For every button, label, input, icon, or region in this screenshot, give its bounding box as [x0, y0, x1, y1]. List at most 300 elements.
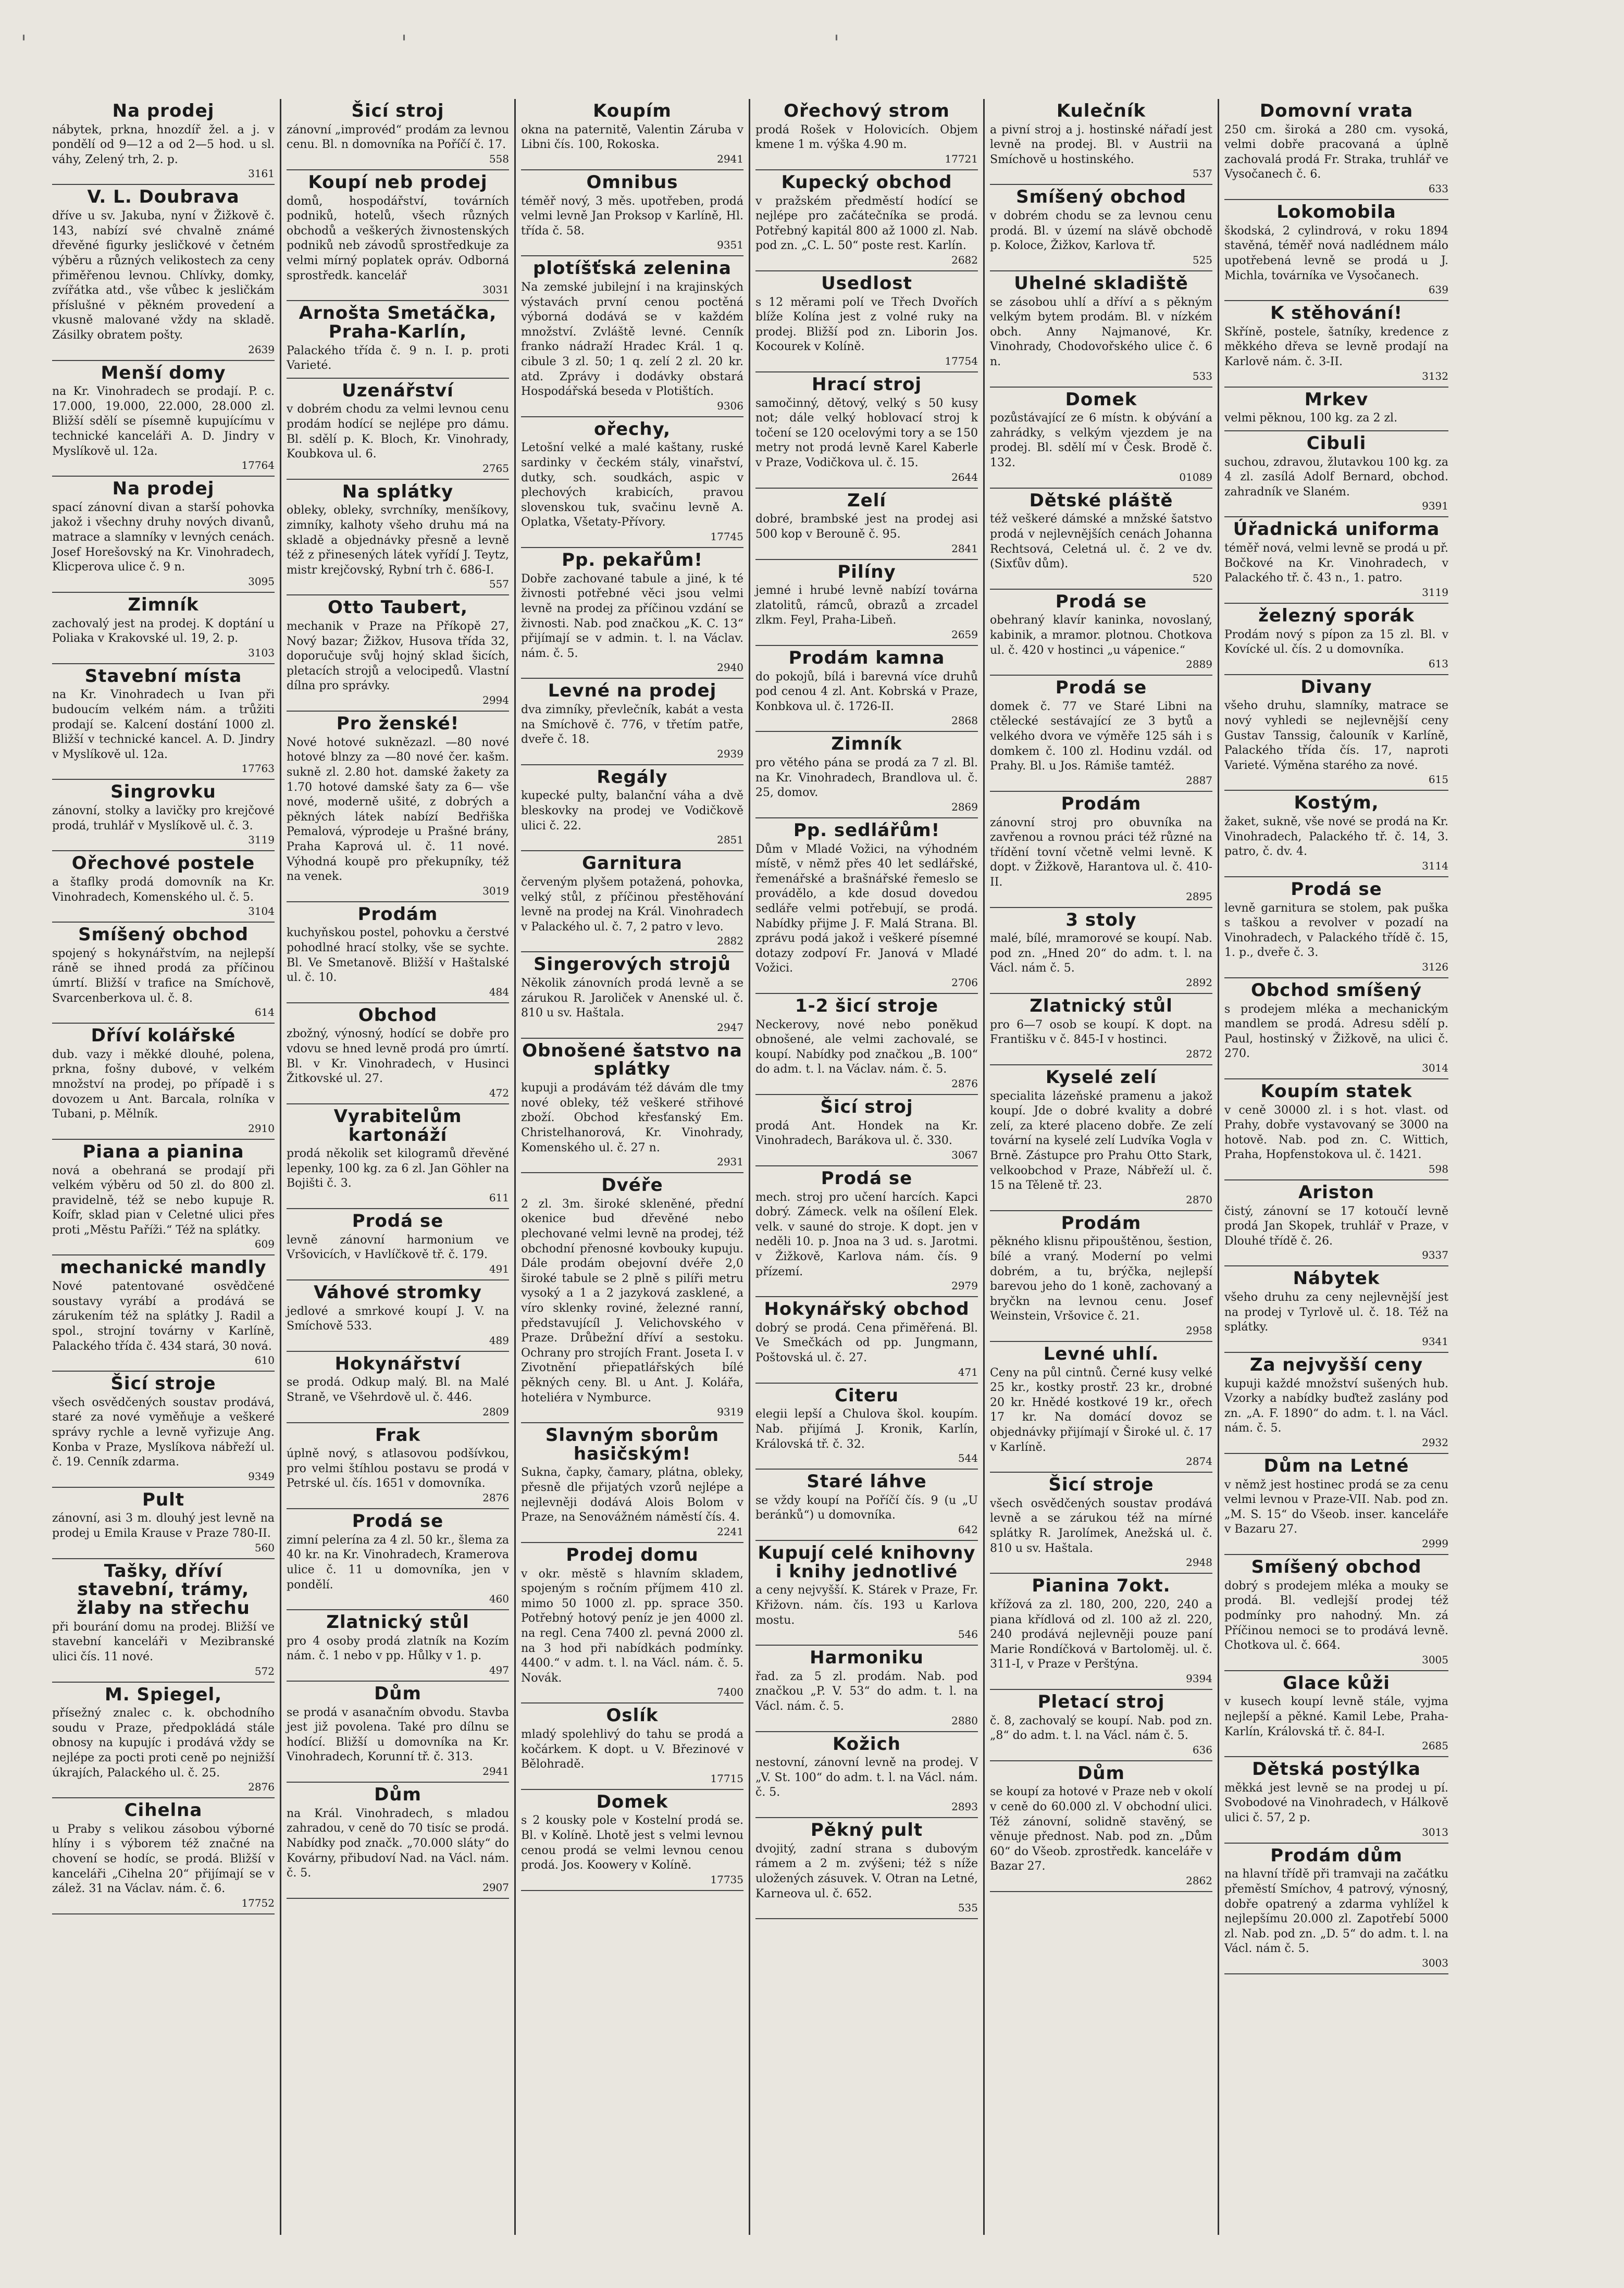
classified-ad [755, 1384, 978, 1470]
ad-number: 3126 [1422, 960, 1448, 973]
ad-number: 2999 [1422, 1537, 1448, 1550]
ad-title: plotíšťská zelenina [533, 258, 732, 279]
classified-ad [755, 1297, 978, 1383]
classified-ad [287, 712, 509, 902]
ad-title: Omnibus [586, 171, 678, 193]
ad-title: Frak [375, 1424, 421, 1446]
ad-title: Singrovku [110, 781, 216, 803]
ad-title: Singerových strojů [534, 954, 731, 975]
ad-text: všeho druhu za ceny nejlevnější jest na prodej v Tyrlově ul. č. 18. Též na splátky. [1224, 1291, 1448, 1334]
ad-number: 497 [489, 1664, 509, 1676]
ad-title: Šicí stroje [1048, 1474, 1154, 1496]
ad-number: 560 [254, 1541, 275, 1554]
ad-title: Dům na Letné [1263, 1456, 1409, 1476]
ad-number: 2941 [717, 152, 743, 165]
ad-number: 489 [489, 1334, 509, 1347]
ad-title: Dětské pláště [1029, 490, 1173, 511]
ad-title: Regály [597, 766, 668, 788]
classified-ad [755, 271, 978, 372]
ad-title: Za nejvyšší ceny [1249, 1354, 1423, 1375]
classified-ad [521, 1703, 743, 1789]
ad-number: 2939 [717, 747, 743, 760]
column-1 [47, 99, 281, 2235]
ad-number: 2659 [951, 628, 978, 641]
ad-text: též veškeré dámské a mnžské šatstvo prodá v nejlevnějších cenách Johanna Rechtsová, Celetná ul. č. 2 ve dv. (Sixťův dům). [990, 513, 1212, 571]
ad-text: s 2 kousky pole v Kostelní prodá se. Bl. v Kolíně. Lhotě jest s velmi levnou cenou prodá se velmi levnou cenou prodá. Jos. Koowery v Kolíně. [521, 1814, 743, 1872]
ad-text: prodá Rošek v Holovicích. Objem kmene 1 m. výška 4.90 m. [755, 123, 978, 152]
ad-number: 2940 [717, 661, 743, 674]
ad-title: Arnošta Smetáčka, Praha-Karlín, [299, 303, 497, 342]
ad-title: Koupím [593, 101, 672, 121]
ad-number: 3119 [1422, 586, 1448, 599]
classified-ad [287, 1682, 509, 1783]
ad-text: Nové hotové suknězazl. —80 nové hotové blnzy za —80 nové čer. kašm. sukně zl. 2.80 hot. damské žakety za 1.70 hotové damské šaty za 6— vše nové, moderně ušité, z dobrých a pěkných látek nabízí Bedřiška Pemalová, výprodeje u Prašné brány, Praha Kaprová ul. č. 11 nové. Výhodná koupě pro překupníky, též na venek. [287, 736, 509, 884]
ad-text: dobrý se prodá. Cena přiměřená. Bl. Ve Smečkách od pp. Jungmann, Poštovská ul. č. 27. [755, 1321, 978, 1365]
ad-number: 535 [958, 1901, 978, 1914]
classified-ad [755, 818, 978, 994]
classified-ad [990, 1342, 1212, 1473]
ad-number: 611 [489, 1191, 509, 1204]
ad-text: s 12 měrami polí ve Třech Dvořích blíže Kolína jest z volné ruky na prodej. Bližší pod zn. Liborin Jos. Kocourek v Kolíně. [755, 295, 978, 354]
classified-ad [990, 1065, 1212, 1211]
column-6 [1219, 99, 1454, 2235]
ad-number: 3095 [248, 575, 275, 588]
classified-ad [755, 99, 978, 170]
ad-number: 9349 [248, 1470, 275, 1483]
ad-title: Pianina 7okt. [1032, 1575, 1171, 1597]
ad-text: všech osvědčených soustav prodává, staré za nové vyměňuje a veškeré správy rychle a levně vyřizuje Ang. Konba v Praze, Myslíkova nábřeží ul. č. 19. Cenník zdarma. [52, 1396, 275, 1469]
classified-ad [52, 185, 275, 360]
classified-ad [990, 1761, 1212, 1892]
ad-text: dříve u sv. Jakuba, nyní v Žižkově č. 143, nabízí své chvalně známé dřevěné figurky jesličkové v četném výběru a různých velikostech za ceny přiměřenou levnou. Chlívky, domky, zvířátka atd., vše vůbec k jesličkám příslušné v pěkném provedení a vkusně malované vždy na skladě. Zásilky obratem pošty. [52, 209, 275, 342]
classified-ad [1224, 604, 1448, 675]
ad-number: 2876 [482, 1491, 509, 1504]
classified-ad [755, 1470, 978, 1541]
ad-number: 520 [1192, 571, 1212, 585]
ad-text: červeným plyšem potažená, pohovka, velký stůl, z příčinou přestěhování levně na prodej na Král. Vinohradech v Palackého ul. č. 7, 2 patro v levo. [521, 875, 743, 934]
ad-number: 2932 [1422, 1436, 1448, 1449]
classified-ad [521, 1790, 743, 1891]
ad-text: Dům v Mladé Vožici, na výhodném místě, v němž přes 40 let sedlářské, řemenářské a brašnářské řemeslo se provádělo, a kde dosud dovedou sedláře velmi potřebují, se prodá. Nabídky přijme J. F. Malá Strana. Bl. zprávu podá jakož i veškeré písemné dotazy zodpoví Fr. Janová v Mladé Vožici. [755, 842, 978, 975]
ad-number: 615 [1428, 773, 1448, 786]
classified-ad [287, 595, 509, 712]
ad-text: kupuji a prodávám též dávám dle tmy nové obleky, též veškeré střihové zboží. Obchod křesťanský Em. Christelhanorová, Kr. Vinohrady, Komenského ul. č. 27 n. [521, 1081, 743, 1154]
ad-title: Dvéře [601, 1175, 663, 1196]
classified-ad [287, 301, 509, 379]
ad-number: 3104 [248, 905, 275, 918]
ad-number: 2809 [482, 1405, 509, 1418]
corner-mark-mid: ' [401, 31, 407, 55]
ad-title: Šicí stroj [351, 101, 444, 121]
ad-text: zánovní „improvéd“ prodám za levnou cenu. Bl. n domovníka na Poříčí č. 17. [287, 123, 509, 152]
ad-title: Dětská postýlka [1252, 1759, 1421, 1780]
classified-ad [52, 780, 275, 851]
ad-title: Citeru [835, 1385, 899, 1406]
ad-text: jemné i hrubé levně nabízí továrna zlatolitů, rámců, obrazů a zrcadel zlkm. Feyl, Praha-Libeň. [755, 584, 978, 627]
ad-title: Zelí [847, 490, 887, 511]
ad-text: velmi pěknou, 100 kg. za 2 zl. [1224, 412, 1398, 425]
ad-number: 3013 [1422, 1825, 1448, 1838]
ad-text: obleky, obleky, svrchníky, menšíkovy, zimníky, kalhoty všeho druhu má na skladě a objednávky přesně a levně též z přinesených látek vyřídí J. Teytz, mistr krejčovský, Rybní trh č. 686-I. [287, 504, 509, 577]
ad-text: s prodejem mléka a mechanickým mandlem se prodá. Adresu sdělí p. Paul, hostinský v Žižkově, na ulici č. 270. [1224, 1002, 1448, 1061]
classified-ad [1224, 99, 1448, 200]
classified-ad [755, 1095, 978, 1166]
ad-number: 9351 [717, 239, 743, 252]
ad-text: č. 8, zachovalý se koupí. Nab. pod zn. „8“ do adm. t. l. na Václ. nám č. 5. [990, 1714, 1212, 1743]
ad-title: Domek [596, 1791, 668, 1812]
ad-text: levně zánovní harmonium ve Vršovicích, v Havlíčkově tř. č. 179. [287, 1233, 509, 1262]
ad-text: prodá několik set kilogramů dřevěné lepenky, 100 kg. za 6 zl. Jan Göhler na Bojišti č. 3. [287, 1147, 509, 1190]
classified-ad [990, 99, 1212, 185]
ad-text: na Kr. Vinohradech se prodají. P. c. 17.000, 19.000, 22.000, 28.000 zl. Bližší sdělí se písemně kupujícímu v technické kanceláři A. D. Jindry v Myslíkově ul. 12a. [52, 385, 275, 458]
ad-title: 1-2 šicí stroje [795, 995, 939, 1016]
ad-title: Prodá se [352, 1511, 444, 1532]
classified-ad [755, 372, 978, 489]
ad-number: 610 [254, 1354, 275, 1367]
classified-ad [755, 1732, 978, 1818]
ad-number: 17754 [945, 355, 978, 367]
classified-ad [1224, 1353, 1448, 1454]
ad-number: 609 [254, 1238, 275, 1251]
ad-text: se prodá v asanačním obvodu. Stavba jest již povolena. Také pro dílnu se hodící. Bližší u domovníka na Kr. Vinohradech, Korunní tř. č. 313. [287, 1706, 509, 1764]
classified-ad [990, 185, 1212, 271]
ad-number: 3114 [1422, 859, 1448, 872]
ad-text: se vždy koupí na Poříčí čís. 9 (u „U beránků“) u domovníka. [755, 1494, 978, 1522]
ad-text: Prodám nový s pípon za 15 zl. Bl. v Kovícké ul. čís. 2 u domovníka. [1224, 628, 1448, 656]
ad-text: v dobrém chodu se za levnou cenu prodá. Bl. v území na slávě obchodě p. Koloce, Žižkov, Karlova tř. [990, 209, 1212, 253]
classified-ad [287, 1280, 509, 1352]
ad-title: Uhelné skladiště [1014, 272, 1188, 294]
ad-number: 572 [254, 1664, 275, 1677]
classified-ad [755, 1818, 978, 1919]
classified-ad [1224, 791, 1448, 877]
ad-title: Dům [374, 1784, 422, 1806]
ad-title: Pp. pekařům! [562, 550, 703, 571]
classified-ad [1224, 1079, 1448, 1180]
classified-ad [755, 646, 978, 732]
corner-mark-right: ' [834, 31, 839, 55]
ad-text: téměř nová, velmi levně se prodá u př. Bočkové na Kr. Vinohradech, v Palackého tř. č. 43 n., 1. patro. [1224, 542, 1448, 585]
ad-text: suchou, zdravou, žlutavkou 100 kg. za 4 zl. zasílá Adolf Bernard, obchod. zahradník ve Slaném. [1224, 455, 1448, 499]
ad-text: při bourání domu na prodej. Bližší ve stavební kanceláři v Mezibranské ulici čís. 11 nové. [52, 1620, 275, 1663]
ad-title: Prodám [1061, 1212, 1142, 1234]
ad-number: 3119 [248, 834, 275, 847]
ad-title: Lokomobila [1276, 202, 1396, 223]
ad-number: 17745 [710, 530, 743, 543]
ad-text: v němž jest hostinec prodá se za cenu velmi levnou v Praze-VII. Nab. pod zn. „M. S. 15“ do Všeob. inser. kanceláře v Bazaru 27. [1224, 1478, 1448, 1536]
ad-number: 2851 [717, 834, 743, 847]
ad-number: 2895 [1186, 890, 1212, 903]
ad-title: Prodám [357, 903, 438, 925]
ad-number: 2947 [717, 1021, 743, 1034]
ad-title: Zlatnický stůl [326, 1612, 469, 1633]
ad-text: obehraný klavír kaninka, novoslaný, kabinik, a mramor. plotnou. Chotkova ul. č. 420 v hostinci „u vápenice.“ [990, 614, 1212, 657]
ad-number: 9319 [717, 1406, 743, 1419]
ad-text: do pokojů, bílá i barevná více druhů pod cenou 4 zl. Ant. Kobrská v Praze, Konbkova ul. č. 1726-II. [755, 670, 978, 713]
classified-ad [755, 560, 978, 646]
classified-ad [52, 1024, 275, 1140]
ad-number: 2241 [717, 1525, 743, 1538]
ad-title: Ořechový strom [784, 101, 950, 121]
ad-text: mechanik v Praze na Příkopě 27, Nový bazar; Žižkov, Husova třída 32, doporučuje svůj hojný sklad šicích, pletacích strojů a velocipedů. Vlastní dílna pro správky. [287, 620, 509, 693]
ad-number: 614 [254, 1006, 275, 1019]
ad-text: škodská, 2 cylindrová, v roku 1894 stavěná, téměř nová nadlédnem málo upotřebená levně se prodá u J. Michla, továrníka ve Vysočanech. [1224, 224, 1448, 282]
ad-number: 2958 [1186, 1324, 1212, 1337]
ad-text: úplně nový, s atlasovou podšívkou, pro velmi štíhlou postavu se prodá v Petrské ul. čís. 1651 v domovníka. [287, 1447, 509, 1490]
classified-ad [287, 1423, 509, 1509]
classified-ad [287, 1352, 509, 1423]
ad-number: 17735 [710, 1873, 743, 1886]
ad-number: 2862 [1186, 1874, 1212, 1887]
classified-ad [1224, 1180, 1448, 1266]
ad-title: Smíšený obchod [78, 924, 249, 946]
ad-text: a ceny nejvyšší. K. Stárek v Praze, Fr. Křižovn. nám. čís. 193 u Karlova mostu. [755, 1584, 978, 1627]
classified-ad [521, 851, 743, 952]
ad-number: 2910 [248, 1122, 275, 1135]
classified-ad [990, 792, 1212, 908]
ad-number: 9391 [1422, 500, 1448, 513]
ad-number: 17763 [241, 762, 275, 775]
ad-number: 9306 [717, 399, 743, 412]
ad-text: domek č. 77 ve Staré Libni na ctělecké sestávající ze 3 bytů a velkého dvora ve výměře 125 sáh i s domkem č. 100 zl. Hodinu vzdál. od Prahy. Bl. u Jos. Rámiše tamtéž. [990, 700, 1212, 773]
ad-number: 533 [1192, 369, 1212, 382]
ad-text: kupecké pulty, balanční váha a dvě bleskovky na prodej ve Vodičkově ulici č. 22. [521, 789, 743, 832]
classified-ad [52, 664, 275, 780]
ad-text: a pivní stroj a j. hostinské nářadí jest levně na prodej. Bl. v Austrii na Smíchově u hostinského. [990, 123, 1212, 166]
ad-title: Prodá se [1055, 677, 1147, 699]
ad-title: Pro ženské! [336, 713, 460, 735]
classified-ad [287, 1610, 509, 1682]
ad-number: 3067 [951, 1148, 978, 1161]
classified-ad [1224, 1454, 1448, 1555]
ad-title: Ořechové postele [71, 853, 255, 874]
ad-title: Úřadnická uniforma [1233, 519, 1440, 540]
ad-text: pro větého pána se prodá za 7 zl. Bl. na Kr. Vinohradech, Brandlova ul. č. 25, domov. [755, 756, 978, 800]
ad-title: Hokynářství [334, 1353, 461, 1374]
ad-title: mechanické mandly [60, 1257, 267, 1278]
ad-text: všech osvědčených soustav prodává levně a se zárukou též na mírné splátky R. Jarolímek, Anežská ul. č. 810 u sv. Haštala. [990, 1497, 1212, 1555]
ad-number: 2874 [1186, 1455, 1212, 1468]
ad-number: 17764 [241, 459, 275, 472]
ad-text: na Kr. Vinohradech u Ivan při budoucím velkém nám. a trůžiti prodají se. Kalcení dostání 1000 zl. Bližší v technické kancel. A. D. Jindry v Myslíkově ul. 12a. [52, 688, 275, 761]
ad-text: Několik zánovních prodá levně a se zárukou R. Jaroliček v Anenské ul. č. 810 u sv. Haštala. [521, 976, 743, 1020]
classified-ad [287, 99, 509, 170]
ad-title: Prodá se [352, 1210, 444, 1232]
ad-number: 17715 [710, 1772, 743, 1785]
ad-number: 01089 [1179, 470, 1212, 483]
ad-number: 3014 [1422, 1061, 1448, 1074]
classified-ad [52, 1372, 275, 1488]
classified-ad [521, 1039, 743, 1173]
classified-ad [287, 480, 509, 596]
ad-title: Kupují celé knihovny i knihy jednotlivé [758, 1542, 976, 1582]
ad-number: 558 [489, 152, 509, 165]
classified-ad [521, 952, 743, 1038]
ad-title: Dříví kolářské [91, 1025, 236, 1047]
ad-text: dobrý s prodejem mléka a mouky se prodá. Bl. vedlejší prodej též podmínky pro nahodný. Mn. zá Příčinou nemoci se to prodává levně. Chotkova ul. č. 664. [1224, 1579, 1448, 1652]
classified-ad [1224, 1266, 1448, 1352]
classified-ad [52, 923, 275, 1024]
classified-ad [52, 1559, 275, 1683]
ad-text: Letošní velké a malé kaštany, ruské sardinky v čeckém stály, vinařství, dutky, sch. soudkách, aspic v plechových krabicích, pravou slovenskou tuk, svačinu levně A. Oplatka, Všetaty-Přívory. [521, 441, 743, 529]
ad-title: Koupím statek [1260, 1080, 1412, 1102]
classified-ad [1224, 675, 1448, 791]
classified-ad [287, 379, 509, 480]
ad-number: 2639 [248, 343, 275, 356]
ad-text: pro 4 osoby prodá zlatník na Kozím nám. č. 1 nebo v pp. Hůlky v 1. p. [287, 1634, 509, 1663]
classified-ad [755, 1646, 978, 1732]
ad-text: u Praby s velikou zásobou výborné hlíny i s výborem též značné na chovení se hodíc, se prodá. Bližší v kanceláři „Cihelna 20“ přijímají se v zálež. 31 na Václav. nám. č. 6. [52, 1822, 275, 1896]
ad-text: zánovní, stolky a lavičky pro krejčové prodá, truhlář v Myslíkově ul. č. 3. [52, 804, 275, 832]
ad-title: Divany [1300, 676, 1372, 698]
ad-title: Kyselé zelí [1045, 1066, 1157, 1088]
ad-title: Obchod smíšený [1250, 979, 1422, 1001]
classified-ad [1224, 1844, 1448, 1974]
ad-text: levně garnitura se stolem, pak puška s taškou a revolver v pozadí na Vinohradech, v Palackého třídě č. 15, 1. p., dveře č. 3. [1224, 901, 1448, 960]
ad-text: měkká jest levně se na prodej u pí. Svobodové na Vinohradech, v Hálkově ulici č. 57, 2 p. [1224, 1781, 1448, 1825]
ad-number: 471 [958, 1365, 978, 1378]
ad-text: spací zánovní divan a starší pohovka jakož i všechny druhy nových divanů, matrace a slamníky v levných cenách. Josef Horešovský na Kr. Vinohradech, Klicperova ulice č. 9 n. [52, 501, 275, 574]
ad-text: pěkného klisnu připouštěnou, šestion, bílé a vraný. Moderní po velmi dobrém, a tu, brýčka, nejlepší barevou jeho do 1 koně, zachovaný a bryčkn na levnou cenu. Josef Weinstein, Vršovice č. 21. [990, 1235, 1212, 1323]
ad-text: Skříně, postele, šatníky, kredence z měkkého dřeva se levně prodají na Karlově nám. č. 3-II. [1224, 325, 1448, 368]
ad-number: 2682 [951, 253, 978, 266]
classified-ad [1224, 388, 1448, 431]
classified-ad [521, 1543, 743, 1703]
ad-title: Harmoniku [810, 1647, 924, 1669]
ad-title: Prodá se [1291, 878, 1382, 900]
classified-ad [52, 1140, 275, 1256]
ad-title: Staré láhve [807, 1471, 927, 1493]
ad-title: 3 stoly [1065, 909, 1137, 930]
classified-ad [1224, 978, 1448, 1079]
ad-number: 3005 [1422, 1653, 1448, 1666]
ad-text: se koupí za hotové v Praze neb v okolí v ceně do 60.000 zl. V obchodní ulici. Též zánovní, solidně stavěný, se věnuje přednost. Nab. pod zn. „Dům 60“ do Všeob. zprostředk. kanceláře v Bazar 27. [990, 1785, 1212, 1873]
ad-title: Nábytek [1293, 1268, 1380, 1289]
classified-ad [755, 732, 978, 818]
ad-title: Stavební místa [84, 665, 242, 687]
ad-number: 2685 [1422, 1739, 1448, 1752]
ad-text: čistý, zánovní se 17 kotoučí levně prodá Jan Skopek, truhlář v Praze, v Dlouhé třídě č. 26. [1224, 1204, 1448, 1248]
ad-title: Zimník [128, 594, 199, 615]
ad-text: dobré, brambské jest na prodej asi 500 kop v Berouně č. 95. [755, 513, 978, 541]
ad-title: Smíšený obchod [1251, 1557, 1422, 1578]
ad-title: Prodá se [821, 1167, 913, 1189]
ad-number: 2931 [717, 1155, 743, 1168]
classified-ad [1224, 517, 1448, 603]
ad-number: 2948 [1186, 1556, 1212, 1569]
ad-number: 2876 [951, 1077, 978, 1090]
ad-title: Hrací stroj [811, 374, 922, 395]
classified-ad [521, 1173, 743, 1423]
ad-title: Vyrabitelům kartonáží [333, 1105, 462, 1146]
ad-text: specialita lázeňské pramenu a jakož koupí. Jde o dobré kvality a dobré zelí, za které placeno dobře. Ze zelí tovární na kyselé zelí Ludvíka Vogla v Brně. Zástupce pro Prahu Otto Stark, velkoobchod v Praze, Nábřeží ul. č. 15 na Těleně tř. 23. [990, 1089, 1212, 1192]
ad-number: 2869 [951, 800, 978, 813]
ad-title: Dům [374, 1683, 422, 1704]
classified-ad [990, 994, 1212, 1065]
ad-title: Cibuli [1306, 432, 1367, 454]
ad-title: Na splátky [342, 481, 454, 502]
ad-text: se prodá. Odkup malý. Bl. na Malé Straně, ve Všehrdově ul. č. 446. [287, 1376, 509, 1404]
classified-ad [52, 361, 275, 477]
ad-text: v okr. městě s hlavním skladem, spojeným s ročním příjmem 410 zl. mimo 50 1000 zl. pp. sprace 350. Potřebný hotový peníz je jen 4000 zl. na regl. Cena 7400 zl. pevná 2000 zl. na 3 hod při nabídkách podmínky. 4400.“ v adm. t. l. na Václ. nám. č. 5. Novák. [521, 1567, 743, 1685]
ad-title: Cihelna [124, 1800, 203, 1821]
ad-text: dub. vazy i měkké dlouhé, polena, prkna, fošny dubové, v velkém množství na prodej, po případě i s dovozem u Ant. Barcala, rolníka v Tubani, p. Mělník. [52, 1048, 275, 1121]
ad-title: Pletací stroj [1037, 1691, 1165, 1712]
column-5 [985, 99, 1219, 2235]
ad-number: 636 [1192, 1743, 1212, 1756]
ad-title: M. Spiegel, [104, 1684, 222, 1705]
ad-number: 2644 [951, 470, 978, 483]
ad-number: 2841 [951, 542, 978, 555]
ad-title: Mrkev [1304, 389, 1369, 410]
classified-ad [755, 489, 978, 560]
ad-number: 460 [489, 1593, 509, 1606]
classified-ad [521, 1423, 743, 1543]
ad-text: zimní pelerína za 4 zl. 50 kr., šlema za 40 kr. na Kr. Vinohradech, Kramerova ulice č. 11 u domovníka, jen v pondělí. [287, 1533, 509, 1591]
classified-ad [1224, 431, 1448, 517]
ad-text: všeho druhu, slamníky, matrace se nový vyhledi se nejlevnější ceny Gustav Tanssig, čalouník v Karlíně, Palackého třída čís. 17, naproti Varieté. Výměna starého za nové. [1224, 699, 1448, 772]
ad-number: 2979 [951, 1279, 978, 1292]
ad-number: 2706 [951, 976, 978, 989]
classified-ad [755, 994, 978, 1095]
ad-text: pozůstávající ze 6 místn. k obývání a zahrádky, s velkým vjezdem je na prodej. Bl. sdělí mí v Česk. Brodě č. 132. [990, 412, 1212, 470]
ad-number: 17752 [241, 1896, 275, 1909]
ad-title: Na prodej [112, 101, 215, 121]
classified-ad [990, 676, 1212, 792]
ad-text: na hlavní třídě při tramvaji na začátku přeměstí Smíchov, 4 patrový, výnosný, dobře opatrený a zdarma vyhlížel k nejlepšímu 20.000 zl. Zapotřebí 5000 zl. Nab. pod zn. „D. 5“ do adm. t. l. na Václ. nám č. 5. [1224, 1868, 1448, 1956]
classified-ad [990, 1690, 1212, 1761]
ad-title: Obchod [358, 1004, 438, 1026]
ad-text: v dobrém chodu za velmi levnou cenu prodám hodící se nejlépe pro dámu. Bl. sdělí p. K. Bloch, Kr. Vinohrady, Koubkova ul. 6. [287, 403, 509, 461]
classified-ad [521, 679, 743, 765]
ad-text: téměř nový, 3 měs. upotřeben, prodá velmi levně Jan Proksop v Karlíně, Hl. třída č. 58. [521, 194, 743, 238]
ad-text: nestovní, zánovní levně na prodej. V „V. St. 100“ do adm. t. l. na Václ. nám. č. 5. [755, 1756, 978, 1799]
ad-number: 546 [958, 1628, 978, 1641]
ad-text: v ceně 30000 zl. i s hot. vlast. od Prahy, dobře vystavovaný se 3000 na hotově. Nab. pod zn. C. Wittich, Praha, Hopfenstokova ul. č. 1421. [1224, 1103, 1448, 1162]
ad-title: Usedlost [821, 272, 912, 294]
ad-number: 491 [489, 1262, 509, 1275]
ad-text: Dobře zachované tabule a jiné, k té živnosti potřebné věci jsou velmi levně na prodej za příčinou vzdání se živnosti. Nab. pod značkou „K. C. 13“ přijímají se v admin. t. l. na Václav. nám. č. 5. [521, 572, 743, 660]
ad-title: Prodej domu [566, 1544, 699, 1565]
ad-title: Šicí stroje [110, 1373, 216, 1395]
ad-text: Sukna, čapky, čamary, plátna, obleky, přesně dle přijatých vzorů nejlépe a nejlevněji dodává Alois Bolom v Praze, na Senovážném náměstí čís. 4. [521, 1466, 743, 1524]
ad-text: mech. stroj pro učení harcích. Kapci dobrý. Zámeck. velk na ošílení Elek. velk. v sauné do stroje. K dopt. jen v neděli 10. p. Jnoa na 3 ud. s. Jarotmi. v Žižkově, Karlova nám. čís. 9 přízemí. [755, 1190, 978, 1278]
ad-title: Tašky, dříví stavební, trámy, žlaby na střechu [77, 1560, 250, 1619]
classified-ad [1224, 1671, 1448, 1757]
ad-title: Pult [142, 1489, 185, 1510]
classified-ad [52, 1683, 275, 1799]
ad-text: 2 zl. 3m. široké skleněné, přední okenice bud dřevěné nebo plechované velmi levně na prodej, též obchodní přenosné kovbouky kupuju. Dále prodám obejovní dvéře 2,0 široké tabule se 2 plně s pilíři metru vysoký a 1 a 2 jazyková zasklené, a víro sklenky roviné, železné ranní, představujícíl J. Velichovského v Praze. Drůbežní dříví a sestoku. Ochrany pro strojích Frant. Joseta I. v Zivotnění přiepatlářských bílé pěkných ceny. Bl. u Ant. J. Kolářa, hoteliéra v Nymburce. [521, 1197, 743, 1404]
ad-text: zánovní stroj pro obuvníka na zavřenou a rovnou práci též různé na třídění tovní včetně velmi levně. K dopt. v Žižkově, Harantova ul. č. 410-II. [990, 816, 1212, 889]
ad-title: Kulečník [1056, 101, 1146, 121]
ad-text: jedlové a smrkové koupí J. V. na Smíchově 533. [287, 1304, 509, 1333]
ad-text: dva zimníky, převlečník, kabát a vesta na Smíchově č. 776, v třetím patře, dveře č. 18. [521, 703, 743, 747]
ad-title: Glace kůži [1283, 1672, 1390, 1694]
ad-title: Dům [1077, 1762, 1125, 1784]
ad-number: 639 [1428, 283, 1448, 296]
classified-ad [521, 99, 743, 170]
ad-title: Smíšený obchod [1016, 186, 1186, 208]
ad-number: 9337 [1422, 1249, 1448, 1262]
ad-title: Zimník [831, 733, 902, 755]
ad-number: 3031 [482, 283, 509, 296]
classified-ad [521, 417, 743, 548]
classified-ad [287, 902, 509, 1003]
ad-title: Koupí neb prodej [308, 171, 488, 193]
ad-title: Prodám dům [1270, 1845, 1403, 1866]
column-2 [281, 99, 516, 2235]
ad-text: řad. za 5 zl. prodám. Nab. pod značkou „P. V. 53“ do adm. t. l. na Václ. nám. č. 5. [755, 1670, 978, 1713]
